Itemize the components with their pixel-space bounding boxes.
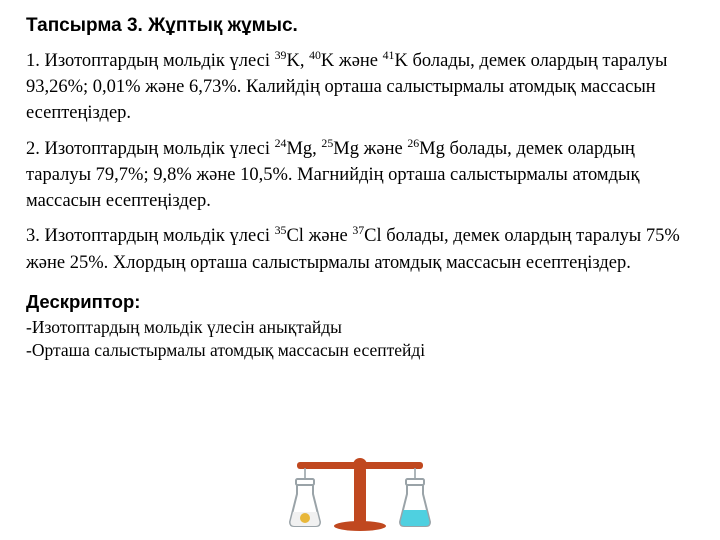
page-title: Тапсырма 3. Жұптық жұмыс. bbox=[26, 15, 298, 36]
problem-1 bbox=[26, 48, 698, 127]
problem-2-number: 2. bbox=[26, 138, 40, 159]
descriptor-heading: Дескриптор: bbox=[26, 290, 141, 312]
problem-3-text: Изотоптардың мольдік үлесі $^{35}$Cl және $^{37}$Cl болады, демек олардың таралуы 75% және 25%. Хлордың орташа салыстырмалы атомдық массасын есептеңіздер. bbox=[26, 223, 680, 273]
problem-3-number: 3. bbox=[26, 226, 40, 247]
problem-3 bbox=[26, 223, 698, 276]
problem-2 bbox=[26, 136, 698, 215]
descriptor-item-1: -Изотоптардың мольдік үлесін анықтайды bbox=[26, 316, 342, 337]
balance-scale-with-flasks-icon bbox=[275, 438, 445, 534]
problem-2-text: Изотоптардың мольдік үлесі $^{24}$Mg, $^{25}$Mg және $^{26}$Mg болады, демек олардың таралуы 79,7%; 9,8% және 10,5%. Магнийдің орташа салыстырмалы атомдық массасын есептеңіздер. bbox=[26, 135, 640, 212]
illustration bbox=[0, 438, 720, 534]
problem-1-text: Изотоптардың мольдік үлесі $^{39}$K, $^{40}$K және $^{41}$K болады, демек олардың таралуы 93,26%; 0,01% және 6,73%. Калийдің орташа салыстырмалы атомдық массасын есептеңіздер. bbox=[26, 47, 668, 124]
problem-1-number: 1. bbox=[26, 50, 40, 71]
descriptor-item-2: -Орташа салыстырмалы атомдық массасын есептейді bbox=[26, 340, 426, 361]
